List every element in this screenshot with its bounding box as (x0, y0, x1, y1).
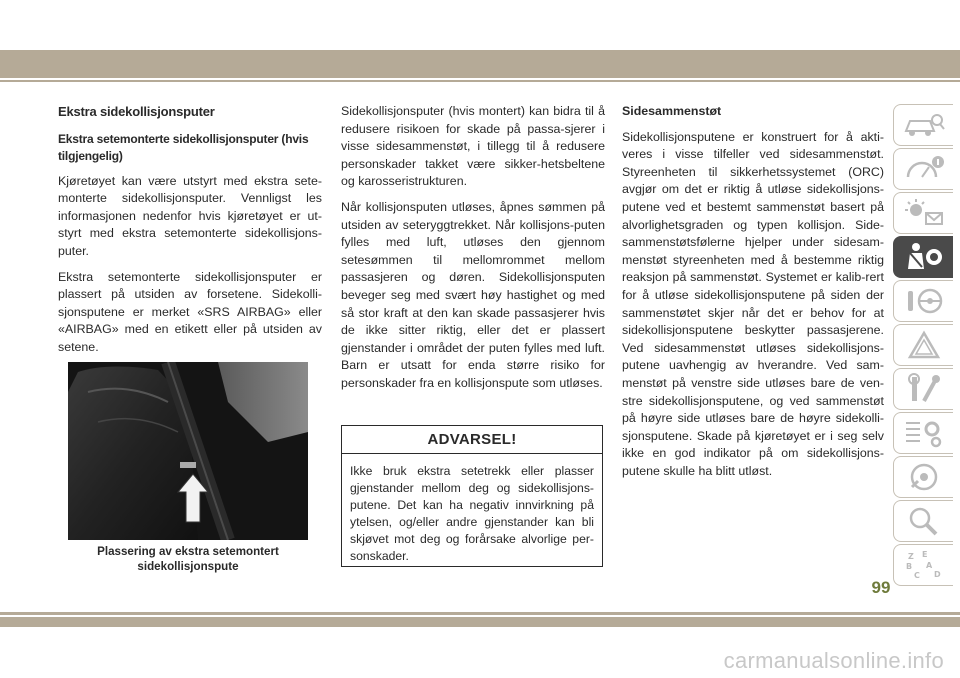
paragraph: Sidekollisjonsputene er konstruert for å akti-veres i visse tilfeller ved sidesammenstøt. Styreenheten til sikkerhetssystemet (ORC) avgjør om det er riktig å utløse sidekollisjons-putene ved et bestemt sammenstøt basert på alvorlighetsgraden og typen kollisjon. Side-sammenstøtsfølerne hjelper under sidesam-menstøt styreenheten med å bestemme riktig reaksjon på sammenstøt. Systemet er kalib-rert for å utløse sidekollisjonsputene på siden der sammenstøtet skjer når det er behov for at sidekollisjonsputene beskytter passasjerene. Ved sidesammenstøt utløses sidekollisjons-putene uavhengig av hverandre. Ved sam-menstøt på venstre side utløses bare de ven-stre sidekollisjonsputene, og ved sammenstøt på høyre side utløses bare de høyre sidekolli-sjonsputene. Skade på kjøretøyet er i seg selv ikke en god indikator på om sidekollisjons-putene skulle ha blitt utløst. (622, 129, 884, 478)
tab-safety[interactable] (893, 236, 953, 278)
warning-box (341, 425, 603, 567)
tab-multimedia[interactable] (893, 456, 953, 498)
seat-airbag-photo-drawing (68, 362, 308, 540)
tab-emergency[interactable] (893, 324, 953, 366)
watermark: carmanualsonline.info (723, 648, 944, 673)
svg-text:C: C (913, 571, 920, 580)
warning-title: ADVARSEL! (342, 426, 602, 454)
seat-airbag-photo (68, 362, 308, 540)
top-margin (0, 0, 960, 50)
paragraph: Når kollisjonsputen utløses, åpnes sømmen på utsiden av seteryggtrekket. Når kollisjons-puten fylles med luft, utløses den gjennom setesømmen til mellomrommet mellom passasjeren og døren. Sidekollisjonsputen beveger seg med svært høy hastighet og med så stor kraft at den kan skade passasjerer hvis de ikke sitter riktig, eller det er plassert gjenstander i området der puten fylles med luft. Barn er utsatt for enda større risiko for personskader fra en kollisjonspute som utløses. (341, 199, 605, 390)
column-left (58, 103, 322, 365)
footer-band (0, 617, 960, 627)
alphabetical-index-icon (902, 549, 946, 581)
paragraph: Kjøretøyet kan være utstyrt med ekstra sete-monterte sidekollisjonsputer. Vennligst les informasjonen nedenfor hvis kjøretøyet er ut-styrt med ekstra setemonterte sidekollisjons-puter. (58, 173, 322, 258)
hazard-triangle-icon (902, 329, 946, 361)
header-band (0, 50, 960, 78)
svg-text:B: B (905, 562, 912, 571)
tab-warning-lights[interactable] (893, 192, 953, 234)
svg-text:Z: Z (907, 552, 914, 561)
tab-dashboard-info[interactable] (893, 148, 953, 190)
column-right (622, 103, 884, 488)
footer-rule (0, 612, 960, 615)
tab-specifications[interactable] (893, 412, 953, 454)
paragraph: Sidekollisjonsputer (hvis montert) kan bidra til å redusere risikoen for skade på passa-sjerer i visse sidesammenstøt, i tillegg til å redusere personskader takket være sikker-hetsbeltene og karosseristrukturen. (341, 104, 605, 189)
magnifier-search-icon (902, 505, 946, 537)
multimedia-icon (902, 461, 946, 493)
key-steering-wheel-icon (902, 285, 946, 317)
tab-car-search[interactable] (893, 104, 953, 146)
car-search-icon (902, 109, 946, 141)
paragraph: Ekstra setemonterte sidekollisjonsputer er plassert på utsiden av forsetene. Sidekolli-sjonsputene er merket «SRS AIRBAG» eller «AIRBAG» med en etikett eller på utsiden av setene. (58, 269, 322, 354)
dashboard-info-icon (902, 153, 946, 185)
warning-light-message-icon (902, 197, 946, 229)
figure-caption: Plassering av ekstra setemontert sidekollisjonspute (97, 545, 279, 573)
seatbelt-airbag-icon (902, 241, 946, 273)
svg-text:E: E (921, 550, 927, 559)
wrench-tools-icon (902, 373, 946, 405)
tab-index[interactable] (893, 544, 953, 586)
svg-text:D: D (933, 570, 941, 579)
section-heading: Ekstra sidekollisjonsputer (58, 104, 215, 119)
tab-search[interactable] (893, 500, 953, 542)
page-number: 99 (871, 578, 891, 597)
tab-service[interactable] (893, 368, 953, 410)
tab-starting-operating[interactable] (893, 280, 953, 322)
svg-text:A: A (925, 561, 932, 570)
subsection-heading: Ekstra setemonterte sidekollisjonsputer (hvis tilgjengelig) (58, 131, 309, 163)
warning-text: Ikke bruk ekstra setetrekk eller plasser gjenstander mellom deg og sidekollisjons-putene. Det kan ha negativ innvirkning på ytelsen, og/eller andre gjenstander kan bli skjøvet mot deg og forårsake alvorlige per-sonskader. (350, 464, 594, 563)
chapter-tabs (893, 104, 953, 588)
section-heading: Sidesammenstøt (622, 104, 722, 118)
column-middle (341, 103, 605, 401)
specifications-gears-icon (902, 417, 946, 449)
header-rule (0, 80, 960, 82)
